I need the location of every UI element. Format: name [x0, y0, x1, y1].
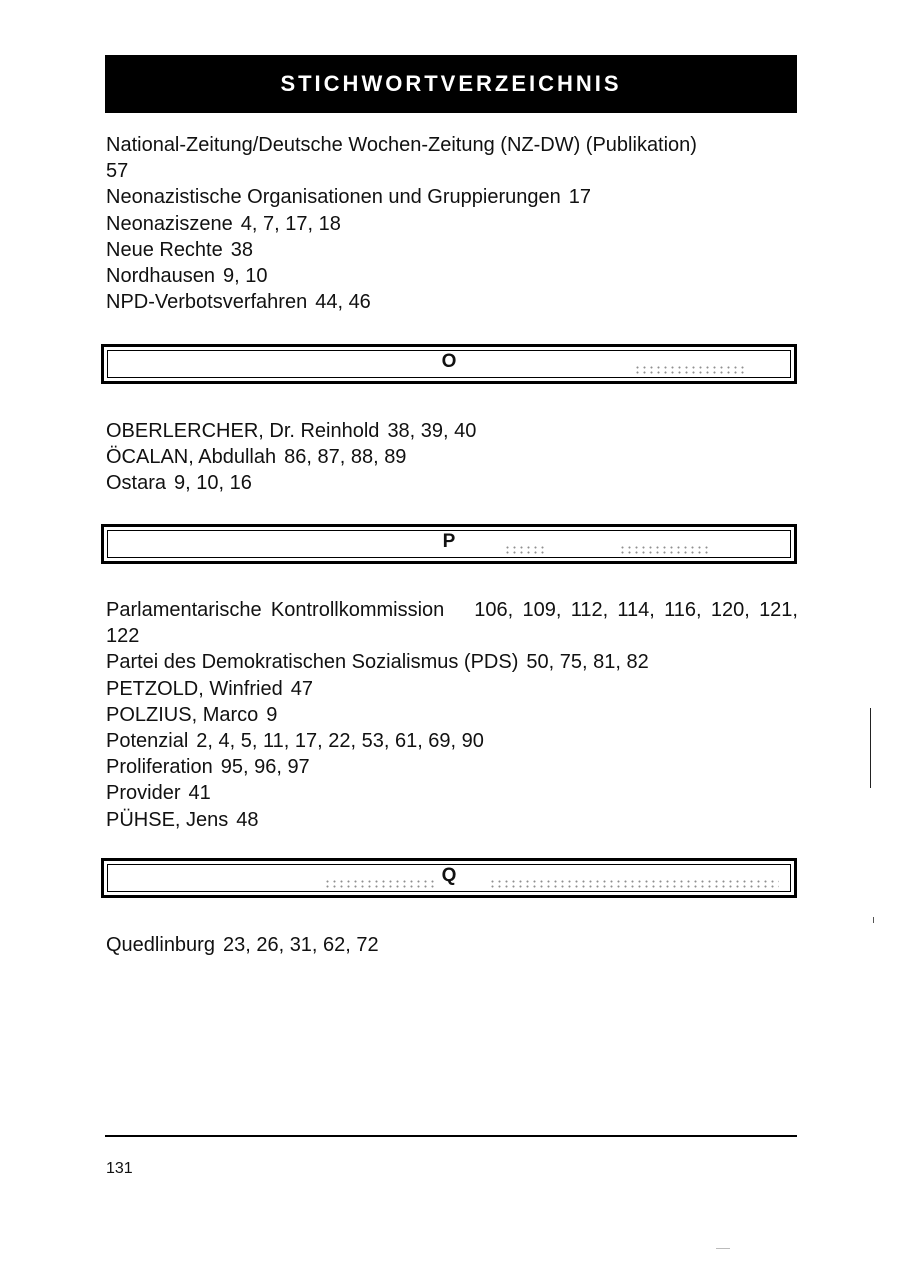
entry-term: PETZOLD, Winfried	[106, 677, 283, 700]
index-entry	[106, 211, 798, 237]
entry-term: NPD-Verbotsverfahren	[106, 291, 308, 314]
entry-pages: 50, 75, 81, 82	[526, 651, 649, 674]
entry-term: Proliferation	[106, 756, 213, 779]
index-entry	[106, 754, 798, 780]
entry-pages: 48	[236, 808, 259, 831]
entry-pages: 57	[106, 160, 129, 183]
entry-pages: 2, 4, 5, 11, 17, 22, 53, 61, 69, 90	[196, 730, 484, 753]
entry-term: Neonazistische Organisationen und Gruppierungen	[106, 186, 561, 209]
entry-pages: 95, 96, 97	[220, 756, 310, 779]
scan-mark	[716, 1248, 730, 1249]
index-entry	[106, 444, 798, 470]
footer-divider	[105, 1135, 797, 1137]
entry-pages: 17	[568, 186, 591, 209]
section-o-entries	[106, 418, 798, 497]
index-entry	[106, 702, 798, 728]
index-entry	[106, 184, 798, 210]
section-header-q	[101, 858, 797, 898]
section-header-o	[101, 344, 797, 384]
entry-term: POLZIUS, Marco	[106, 703, 259, 726]
entry-term: Quedlinburg	[106, 934, 215, 956]
section-header-p	[101, 524, 797, 564]
entry-pages: 41	[188, 782, 211, 805]
entry-pages: 38, 39, 40	[387, 420, 477, 442]
index-entry	[106, 649, 798, 675]
entry-pages: 106, 109, 112, 114, 116, 120, 121, 122	[106, 599, 798, 648]
index-entry	[106, 780, 798, 806]
entry-pages: 9	[266, 703, 278, 726]
entry-pages: 9, 10, 16	[174, 472, 252, 495]
index-entry	[106, 728, 798, 754]
entry-term: PÜHSE, Jens	[106, 808, 229, 831]
section-letter: O	[441, 351, 457, 372]
entry-pages: 9, 10	[222, 265, 268, 288]
index-entry	[106, 263, 798, 289]
entry-pages: 23, 26, 31, 62, 72	[222, 934, 379, 956]
page-number: 131	[106, 1160, 133, 1177]
index-entry	[106, 132, 798, 184]
entry-term: Nordhausen	[106, 265, 215, 288]
index-entry	[106, 470, 798, 496]
section-letter: P	[442, 531, 456, 552]
index-entry	[106, 676, 798, 702]
entry-term: Provider	[106, 782, 181, 805]
index-entry	[106, 289, 798, 315]
index-entry	[106, 932, 798, 958]
margin-mark	[870, 708, 871, 788]
index-entry	[106, 597, 798, 649]
entry-term: Ostara	[106, 472, 167, 495]
entry-term: Potenzial	[106, 730, 189, 753]
entry-pages: 44, 46	[315, 291, 371, 314]
index-entry	[106, 418, 798, 444]
entry-pages: 4, 7, 17, 18	[240, 212, 341, 235]
section-q-entries	[106, 932, 798, 958]
entry-term: OBERLERCHER, Dr. Reinhold	[106, 420, 380, 442]
entry-pages: 38	[230, 238, 253, 261]
section-letter: Q	[441, 865, 457, 886]
index-title-bar	[105, 55, 797, 113]
margin-mark	[873, 917, 874, 923]
section-p-entries	[106, 597, 798, 833]
index-entry	[106, 807, 798, 833]
entry-term: Neue Rechte	[106, 238, 223, 261]
section-n-entries	[106, 132, 798, 315]
entry-term: Neonaziszene	[106, 212, 233, 235]
entry-pages: 47	[290, 677, 313, 700]
page-title: STICHWORTVERZEICHNIS	[280, 71, 622, 96]
entry-term: National-Zeitung/Deutsche Wochen-Zeitung (NZ-DW) (Publikation)	[106, 134, 697, 156]
entry-term: Partei des Demokratischen Sozialismus (PDS)	[106, 651, 519, 674]
entry-term: ÖCALAN, Abdullah	[106, 446, 277, 469]
entry-pages: 86, 87, 88, 89	[284, 446, 407, 469]
index-entry	[106, 237, 798, 263]
entry-term: Parlamentarische Kontrollkommission	[106, 599, 445, 621]
